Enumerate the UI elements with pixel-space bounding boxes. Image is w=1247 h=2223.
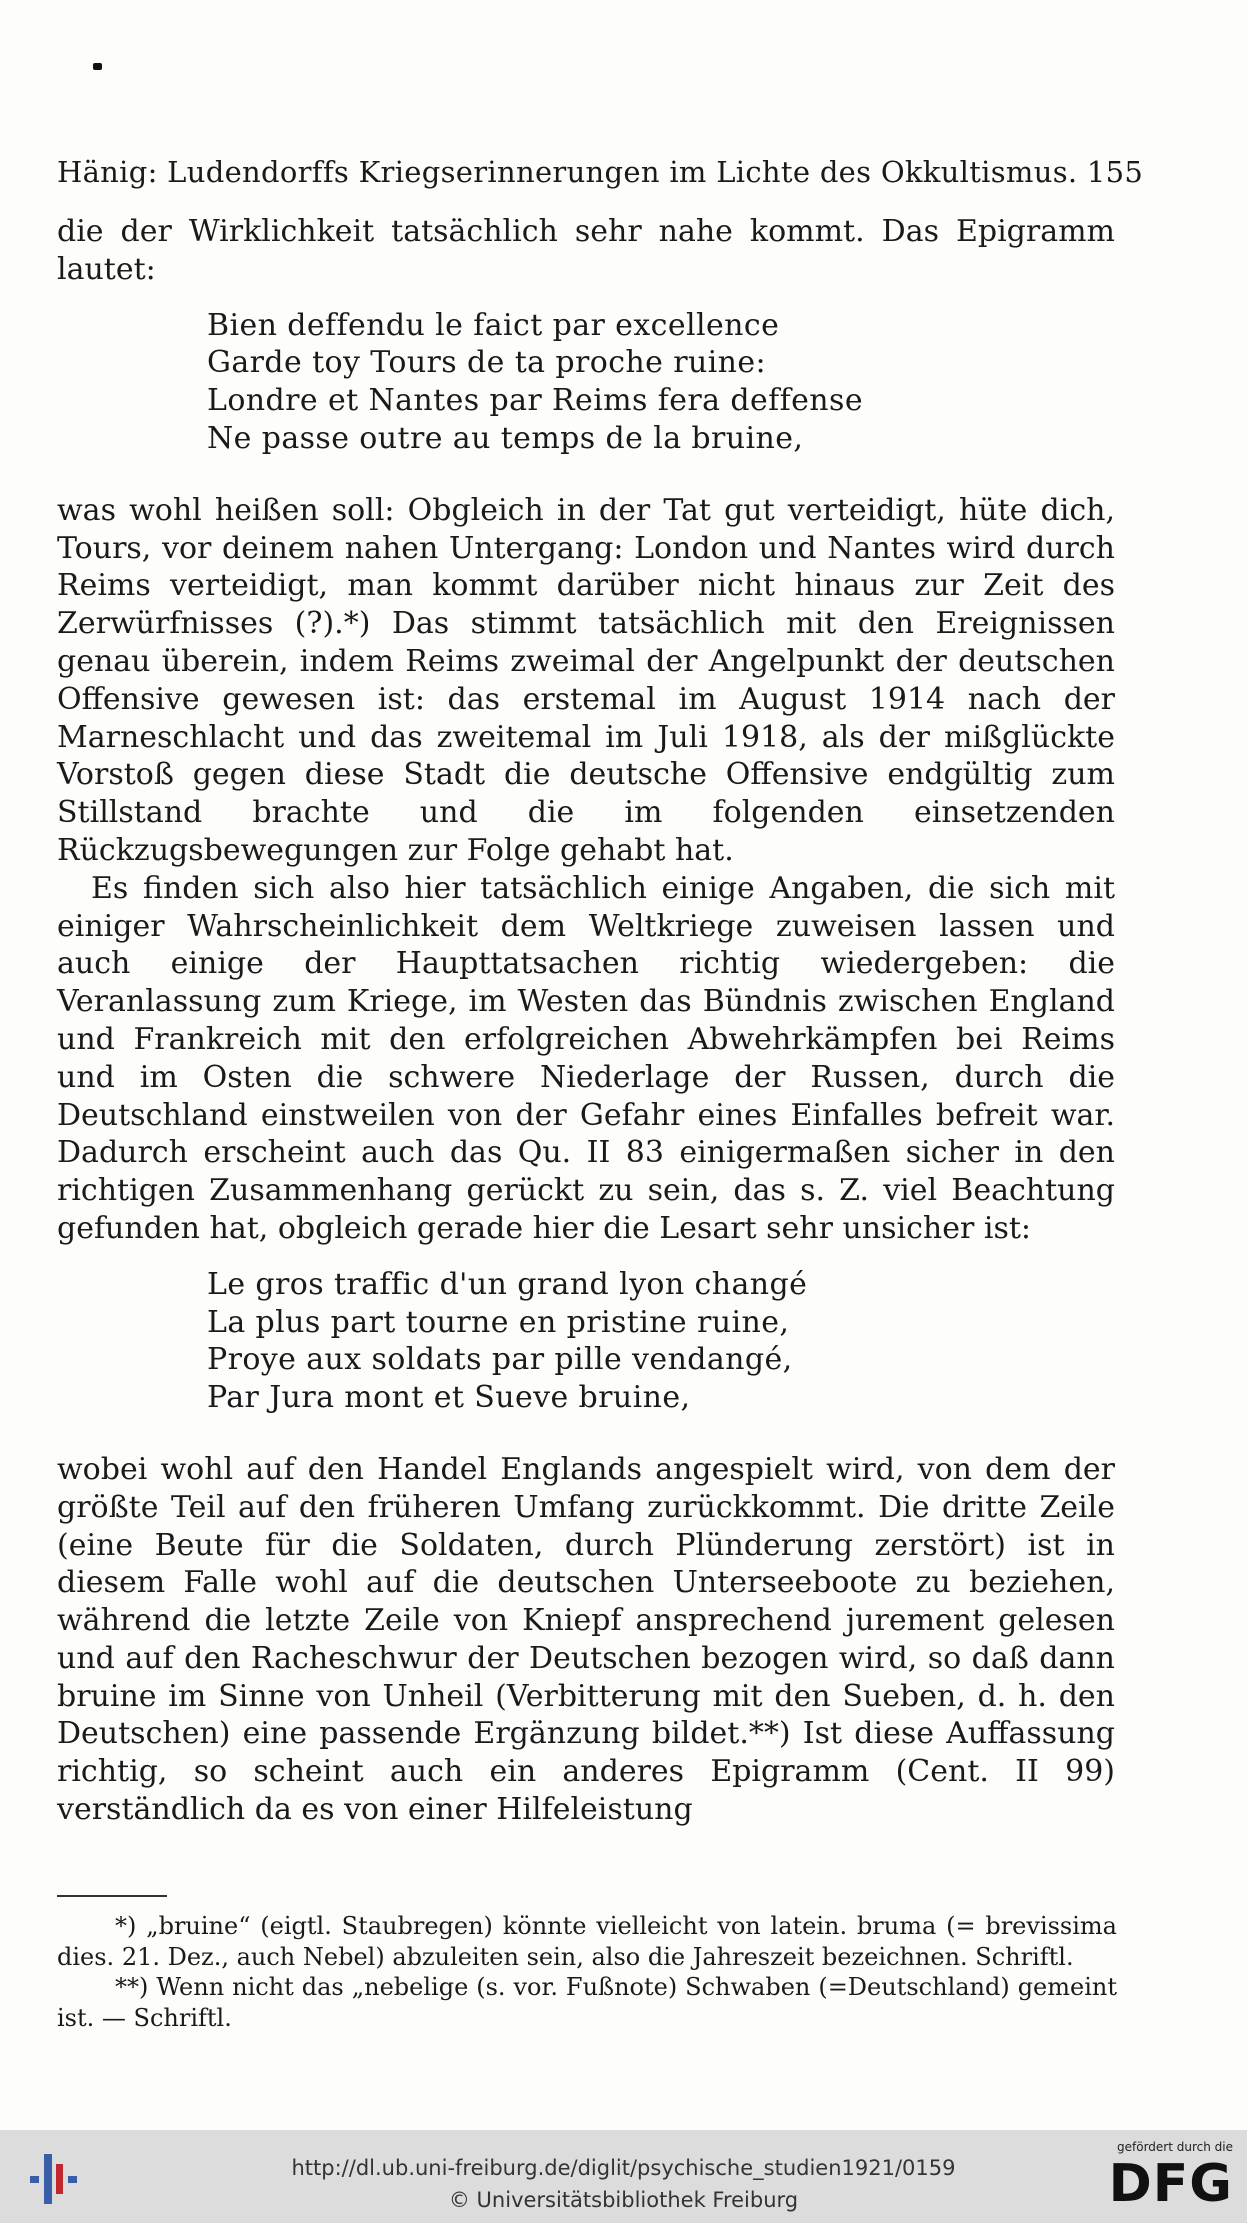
dfg-logo-text: DFG <box>1108 2154 1233 2214</box>
footnote-1: *) „bruine“ (eigtl. Staubregen) könnte vielleicht von latein. bruma (= brevissima dies. 21. Dez., auch Nebel) abzuleiten sein, also die Jahreszeit bezeichnen. Schriftl. <box>57 1912 1117 1971</box>
running-header: Hänig: Ludendorffs Kriegserinnerungen im Lichte des Okkultismus. 155 <box>57 155 1144 189</box>
dfg-caption: gefördert durch die <box>1117 2140 1233 2154</box>
verse-line: Garde toy Tours de ta proche ruine: <box>207 345 767 381</box>
dfg-logo <box>1103 2140 1233 2218</box>
ink-spot <box>93 63 102 70</box>
verse-line: La plus part tourne en pristine ruine, <box>207 1304 790 1340</box>
viewer-footer <box>0 2130 1247 2223</box>
paragraph-2: was wohl heißen soll: Obgleich in der Tat gut verteidigt, hüte dich, Tours, vor deinem nahen Untergang: London und Nantes wird durch Reims verteidigt, man kommt darüber nicht hinaus zur Zeit des Zerwürfnisses (?).*) Das stimmt tatsächlich mit den Ereignissen genau überein, indem Reims zweimal der Angelpunkt der deutschen Offensive gewesen ist: das erstemal im August 1914 nach der Marneschlacht und das zweitemal im Juli 1918, als der mißglückte Vorstoß gegen diese Stadt die deutsche Offensive endgültig zum Stillstand brachte und die im folgenden einsetzenden Rückzugsbewegungen zur Folge gehabt hat. <box>57 492 1115 868</box>
verse-line: Londre et Nantes par Reims fera deffense <box>207 383 863 419</box>
footnote-rule <box>57 1895 167 1897</box>
epigram-verse-2 <box>57 1266 1115 1417</box>
verse-line: Proye aux soldats par pille vendangé, <box>207 1342 793 1378</box>
paragraph-1: die der Wirklichkeit tatsächlich sehr nahe kommt. Das Epigramm lautet: <box>57 214 1115 287</box>
verse-line: Bien deffendu le faict par excellence <box>207 307 780 343</box>
page-body <box>57 213 1115 1829</box>
footnote-2: **) Wenn nicht das „nebelige (s. vor. Fußnote) Schwaben (=Deutschland) gemeint ist. — Schriftl. <box>57 1973 1117 2032</box>
epigram-verse-1 <box>57 307 1115 458</box>
verse-line: Le gros traffic d'un grand lyon changé <box>207 1266 808 1302</box>
copyright-text: © Universitätsbibliothek Freiburg <box>448 2188 799 2212</box>
source-url-link[interactable]: http://dl.ub.uni-freiburg.de/diglit/psychische_studien1921/0159 <box>291 2156 956 2180</box>
verse-line: Par Jura mont et Sueve bruine, <box>207 1380 691 1416</box>
verse-line: Ne passe outre au temps de la bruine, <box>207 420 804 456</box>
footnotes <box>57 1895 1117 2033</box>
paragraph-4: wobei wohl auf den Handel Englands angespielt wird, von dem der größte Teil auf den früheren Umfang zurückkommt. Die dritte Zeile (eine Beute für die Soldaten, durch Plünderung zerstört) ist in diesem Falle wohl auf die deutschen Unterseeboote zu beziehen, während die letzte Zeile von Kniepf ansprechend jurement gelesen und auf den Racheschwur der Deutschen bezogen wird, so daß dann bruine im Sinne von Unheil (Verbitterung mit den Sueben, d. h. den Deutschen) eine passende Ergänzung bildet.**) Ist diese Auffassung richtig, so scheint auch ein anderes Epigramm (Cent. II 99) verständlich da es von einer Hilfeleistung <box>57 1451 1115 1828</box>
paragraph-3: Es finden sich also hier tatsächlich einige Angaben, die sich mit einiger Wahrscheinlichkeit dem Weltkriege zuweisen lassen und auch einige der Haupttatsachen richtig wiedergeben: die Veranlassung zum Kriege, im Westen das Bündnis zwischen England und Frankreich mit den erfolgreichen Abwehrkämpfen bei Reims und im Osten die schwere Niederlage der Russen, durch die Deutschland einstweilen von der Gefahr eines Einfalles befreit war. Dadurch erscheint auch das Qu. II 83 einigermaßen sicher in den richtigen Zusammenhang gerückt zu sein, das s. Z. viel Beachtung gefunden hat, obgleich gerade hier die Lesart sehr unsicher ist: <box>57 870 1115 1246</box>
